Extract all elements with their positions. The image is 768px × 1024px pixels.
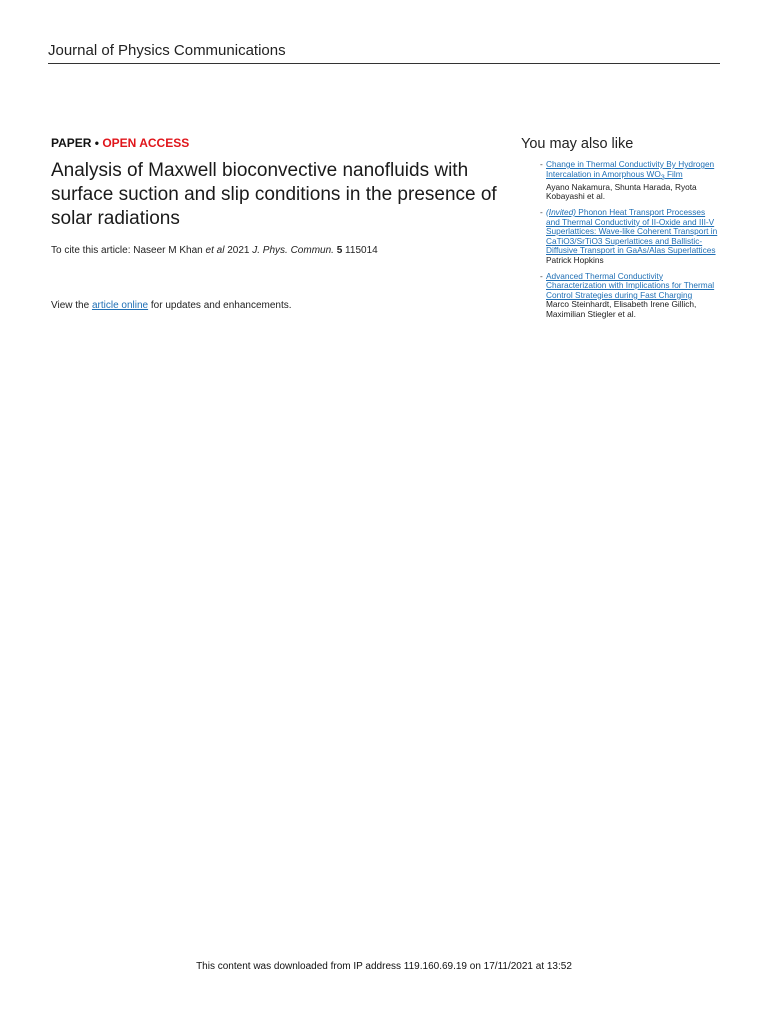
cite-volume: 5 bbox=[336, 245, 343, 256]
related-item-authors: Ayano Nakamura, Shunta Harada, Ryota Kobayashi et al. bbox=[546, 181, 697, 202]
related-item-link[interactable] bbox=[546, 271, 714, 300]
tag-separator: • bbox=[91, 136, 103, 150]
related-item bbox=[521, 208, 721, 266]
related-item-authors: Patrick Hopkins bbox=[546, 255, 604, 265]
list-dash: - bbox=[540, 207, 543, 218]
related-articles bbox=[521, 136, 721, 326]
related-item bbox=[521, 160, 721, 202]
citation bbox=[51, 245, 521, 256]
cite-etal: et al bbox=[205, 245, 225, 256]
related-item-prefix: (Invited) bbox=[546, 207, 576, 218]
related-item-authors: Marco Steinhardt, Elisabeth Irene Gillich, Maximilian Stiegler et al. bbox=[546, 299, 697, 319]
cite-journal: J. Phys. Commun. bbox=[252, 245, 334, 256]
cite-article-no: 115014 bbox=[342, 245, 378, 256]
related-item bbox=[521, 272, 721, 320]
related-item-title-end: Film bbox=[664, 168, 683, 179]
related-heading: You may also like bbox=[521, 136, 634, 152]
related-item-title: Change in Thermal Conductivity By Hydrogen Intercalation in Amorphous WO bbox=[546, 159, 715, 179]
open-access-label: OPEN ACCESS bbox=[102, 136, 190, 150]
cite-year: 2021 bbox=[224, 245, 253, 256]
paper-tag bbox=[51, 136, 521, 150]
download-notice: This content was downloaded from IP address 119.160.69.19 on 17/11/2021 at 13:52 bbox=[196, 961, 572, 972]
related-item-link[interactable] bbox=[546, 207, 717, 255]
paper-info bbox=[51, 136, 521, 311]
paper-type-label: PAPER bbox=[51, 136, 92, 150]
cite-prefix: To cite this article: Naseer M Khan bbox=[51, 245, 206, 256]
article-online-link[interactable]: article online bbox=[91, 300, 149, 311]
view-prefix: View the bbox=[51, 300, 92, 311]
view-suffix: for updates and enhancements. bbox=[148, 300, 292, 311]
list-dash: - bbox=[540, 270, 543, 281]
list-dash: - bbox=[540, 159, 543, 169]
related-item-title: Advanced Thermal Conductivity Characterization with Implications for Thermal Control Strategies during Fast Charging bbox=[546, 270, 715, 300]
related-item-title-sub: 3 bbox=[660, 174, 665, 182]
related-item-link[interactable] bbox=[546, 159, 715, 182]
paper-title: Analysis of Maxwell bioconvective nanofluids with surface suction and slip conditions in the presence of solar radiations bbox=[51, 160, 497, 229]
related-item-title: Phonon Heat Transport Processes and Thermal Conductivity of II-Oxide and III-V Superlattices: Wave-like Coherent Transport in CaTiO3/SrTiO3 Superlattices and Ballistic-Diffusive Transport in GaAs/Alas Superlattices bbox=[546, 207, 718, 256]
journal-name: Journal of Physics Communications bbox=[48, 42, 720, 64]
view-online bbox=[51, 300, 521, 311]
